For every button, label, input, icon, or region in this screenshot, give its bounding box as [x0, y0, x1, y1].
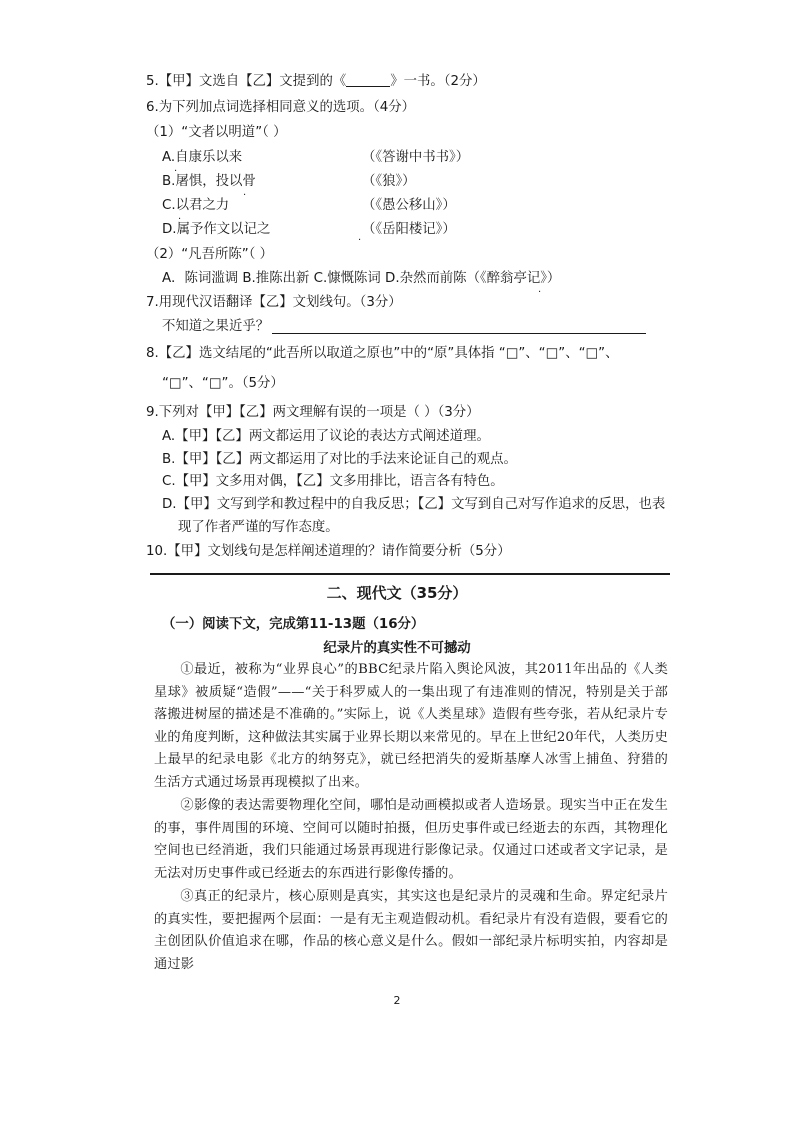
- page-number: 2: [393, 994, 401, 1007]
- question-6-sub2: （2）“凡吾所陈”（ ）: [146, 247, 274, 262]
- question-9-stem: 9.下列对【甲】【乙】两文理解有误的一项是（ ）（3分）: [146, 405, 480, 420]
- emphasis-dot: ·: [358, 235, 362, 246]
- question-6-stem: 6.为下列加点词选择相同意义的选项。（4分）: [146, 100, 416, 115]
- option-9-c: C.【甲】文多用对偶，【乙】文多用排比，语言各有特色。: [162, 474, 504, 489]
- question-7-sentence: 不知道之果近乎？: [162, 319, 270, 334]
- question-5: [146, 72, 486, 91]
- article-paragraph-1: ①最近，被称为“业界良心”的BBC纪录片陷入舆论风波，其2011年出品的《人类星球》被质疑“造假”——“关于科罗威人的一集出现了有违准则的情况，特别是关于部落搬进树屋的描述是不准确的。”实际上，说《人类星球》造假有些夸张，若从纪录片专业的角度判断，这种做法其实属于业界长期以来常见的。早在上世纪20年代，人类历史上最早的纪录电影《北方的纳努克》，就已经把消失的爱斯基摩人冰雪上捕鱼、狩猎的生活方式通过场景再现模拟了出来。: [154, 662, 668, 790]
- option-9-a: A.【甲】【乙】两文都运用了议论的表达方式阐述道理。: [162, 429, 490, 444]
- section-title: 二、现代文（35分）: [326, 584, 468, 602]
- option-9-d: D.【甲】文写到学和教过程中的自我反思；【乙】文写到自己对写作追求的反思，也表: [162, 497, 666, 512]
- article-paragraph-3: ③真正的纪录片，核心原则是真实，其实这也是纪录片的灵魂和生命。界定纪录片的真实性，要把握两个层面：一是有无主观造假动机。看纪录片有没有造假，要看它的主创团队价值追求在哪，作品的核心意义是什么。假如一部纪录片标明实拍，内容却是通过影: [154, 889, 668, 972]
- emphasis-dot: ·: [243, 190, 247, 201]
- article-paragraph-2: ②影像的表达需要物理化空间，哪怕是动画模拟或者人造场景。现实当中正在发生的事，事件周围的环境、空间可以随时拍摄，但历史事件或已经逝去的东西，其物理化空间也已经消逝，我们只能通过场景再现进行影像记录。仅通过口述或者文字记录，是无法对历史事件或已经逝去的东西进行影像传播的。: [154, 798, 668, 881]
- question-10-stem: 10.【甲】文划线句是怎样阐述道理的？请作简要分析（5分）: [146, 544, 511, 559]
- question-7-stem: 7.用现代汉语翻译【乙】文划线句。（3分）: [146, 295, 402, 310]
- question-8-line-2: “□”、“□”。（5分）: [162, 376, 284, 391]
- option-9-d-continued: 现了作者严谨的写作态度。: [178, 520, 339, 535]
- option-6-1-a-source: （《答谢中书书》）: [362, 150, 470, 165]
- option-6-1-d: D.属予作文以记之: [162, 222, 271, 237]
- answer-line[interactable]: [272, 333, 646, 334]
- option-6-1-c: C.以君之力: [162, 198, 230, 213]
- question-5-text-after: 》一书。（2分）: [390, 74, 486, 89]
- section-divider: [150, 573, 670, 575]
- emphasis-dot: ·: [174, 166, 178, 177]
- question-6-sub1: （1）“文者以明道”（ ）: [146, 125, 287, 140]
- option-6-1-c-source: （《愚公移山》）: [362, 198, 456, 213]
- option-6-1-b-source: （《狼》）: [362, 174, 416, 189]
- option-6-1-a: A.自康乐以来: [162, 150, 243, 165]
- emphasis-dot: ·: [538, 287, 542, 298]
- options-6-2: A．陈词滥调 B.推陈出新 C.慷慨陈词 D.杂然而前陈（《醉翁亭记》）: [162, 271, 561, 286]
- article-title: 纪录片的真实性不可撼动: [323, 641, 471, 656]
- option-6-1-b: B.屠惧，投以骨: [162, 174, 256, 189]
- option-9-b: B.【甲】【乙】两文都运用了对比的手法来论证自己的观点。: [162, 452, 517, 467]
- emphasis-dot: ·: [178, 214, 182, 225]
- option-6-1-d-source: （《岳阳楼记》）: [362, 222, 456, 237]
- question-8-line-1: 8.【乙】选文结尾的“此吾所以取道之原也”中的“原”具体指 “□”、“□”、“□”、: [146, 346, 619, 361]
- answer-blank[interactable]: [346, 72, 390, 87]
- question-5-text-before: 5.【甲】文选自【乙】文提到的《: [146, 74, 347, 89]
- reading-instruction: （一）阅读下文，完成第11-13题（16分）: [162, 617, 425, 632]
